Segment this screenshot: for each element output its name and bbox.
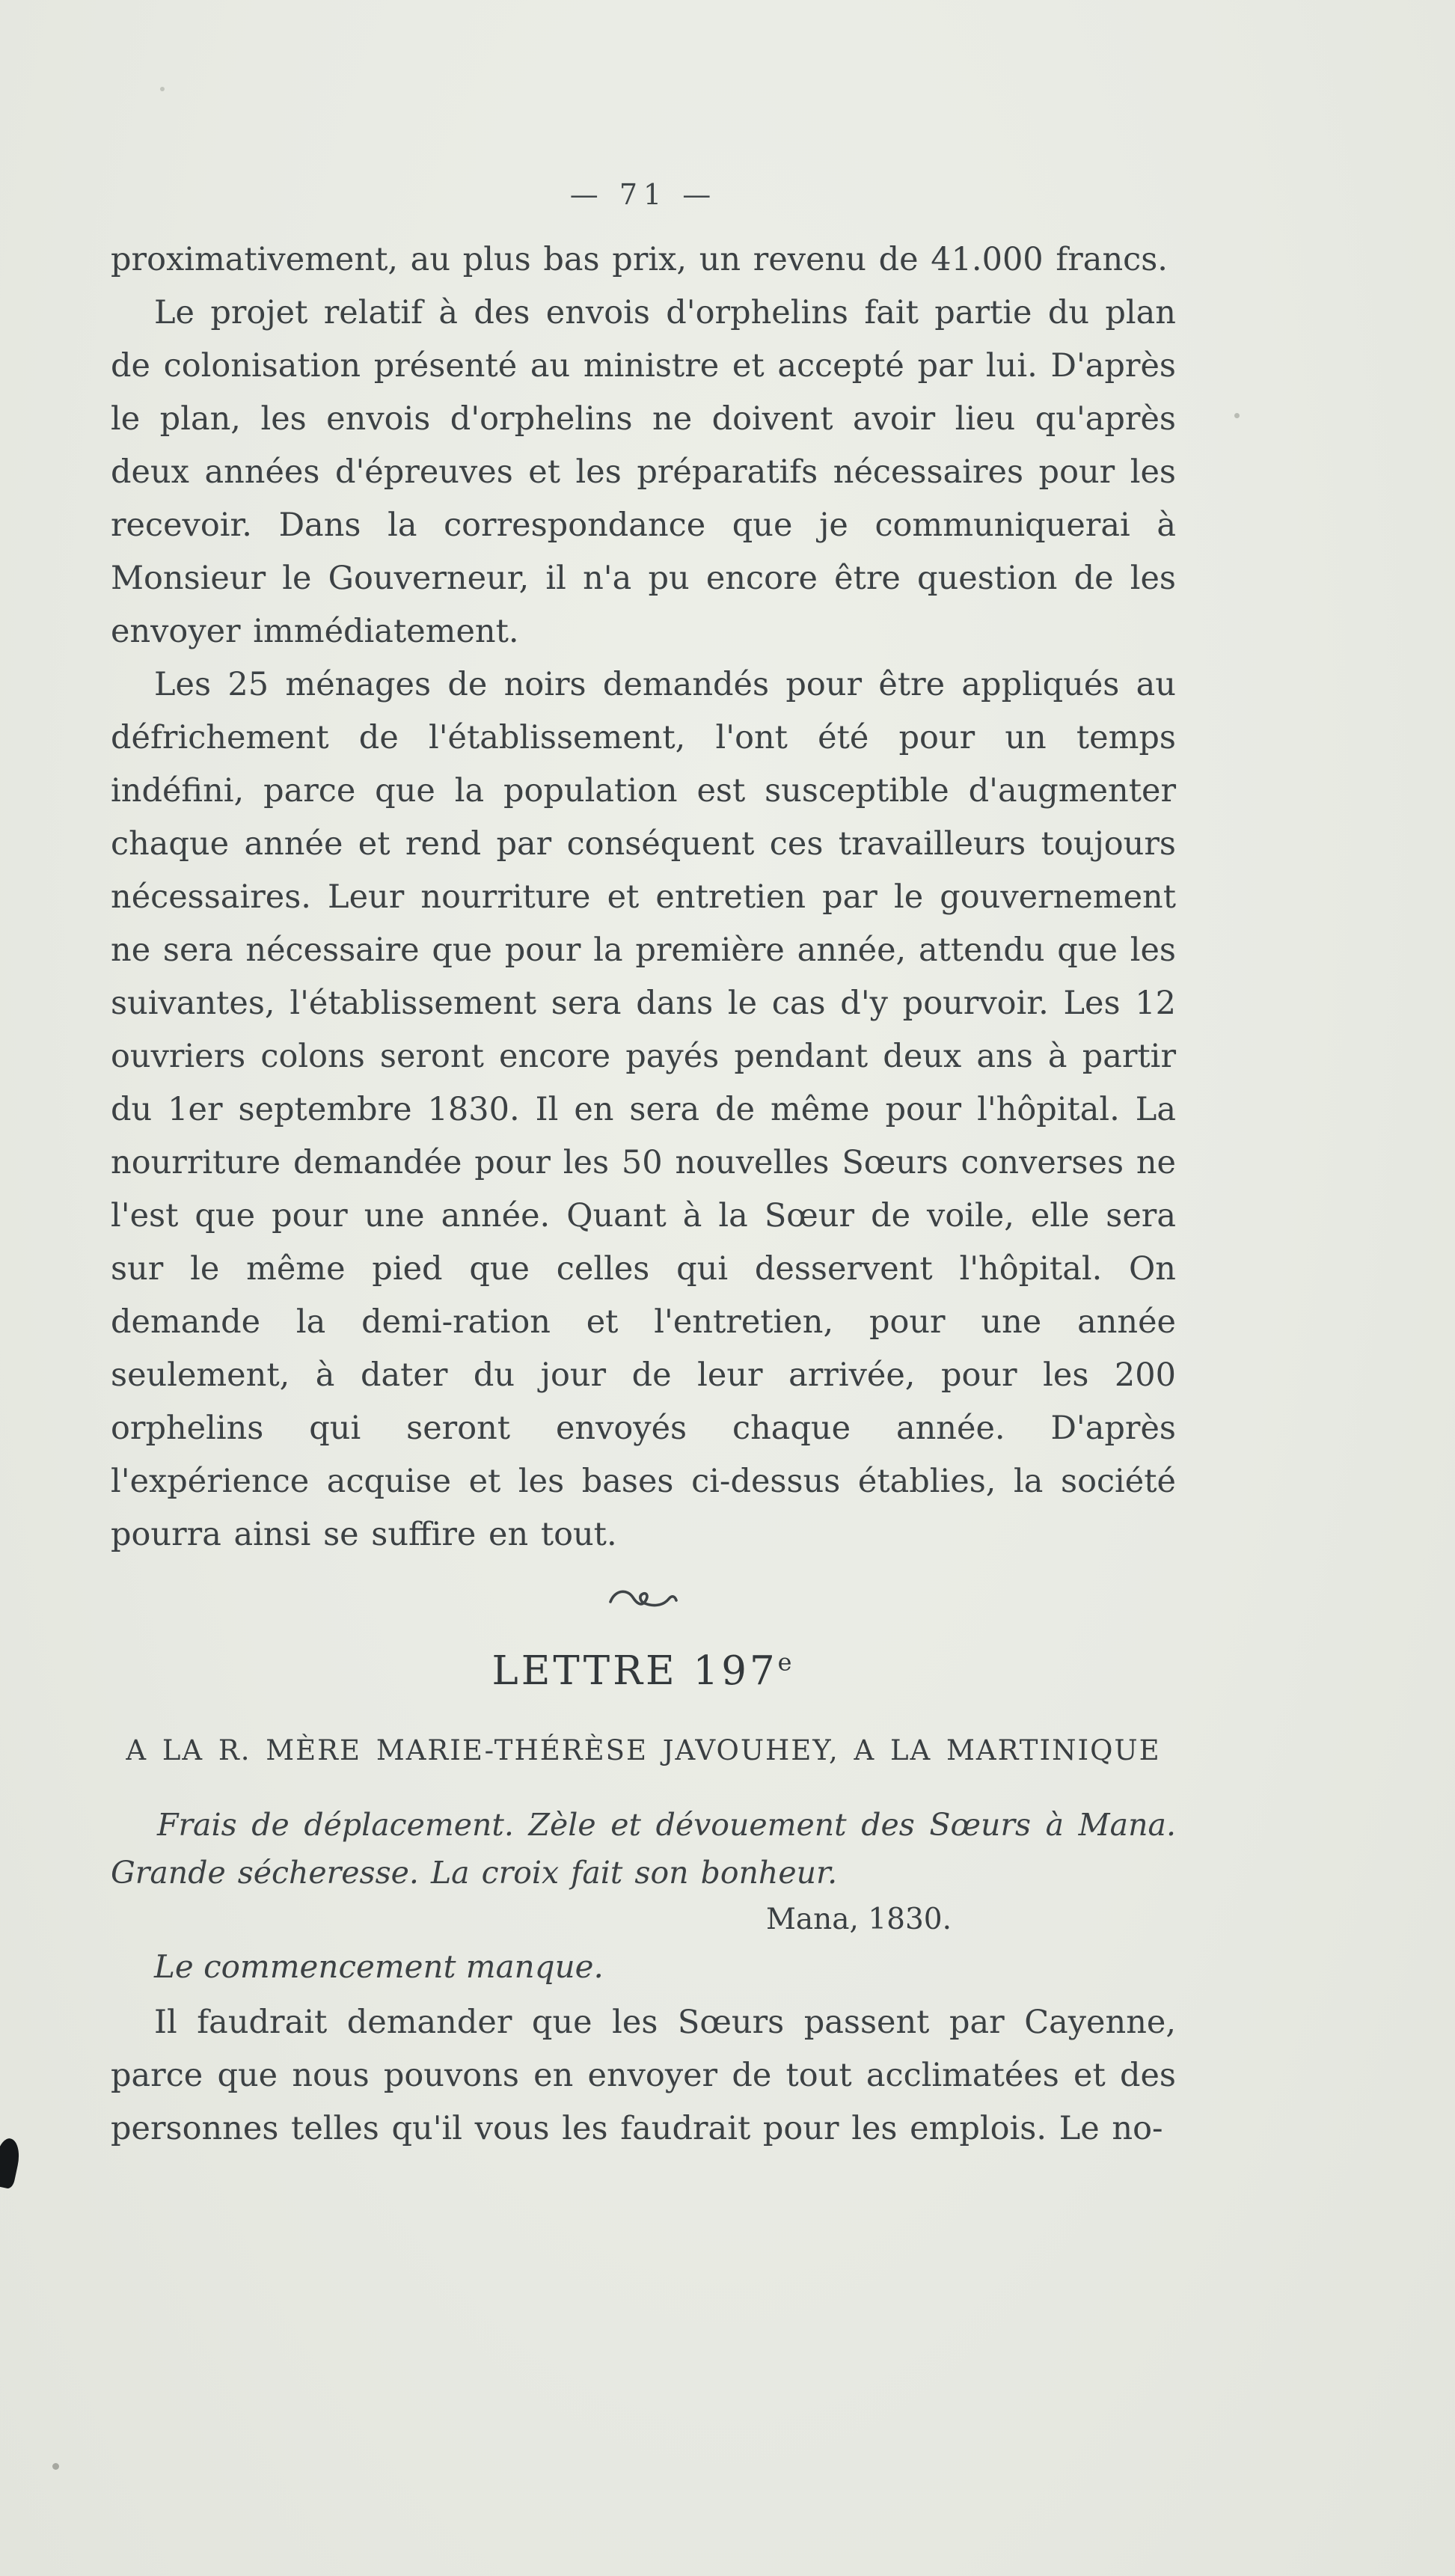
text-block <box>111 0 1176 2156</box>
paragraph: Le projet relatif à des envois d'orphelins fait partie du plan de colonisation présenté au ministre et accepté par lui. D'après le plan, les envois d'orphelins ne doivent avoir lieu qu'après deux années d'épreuves et les préparatifs nécessaires pour les recevoir. Dans la correspondance que je communiquerai à Monsieur le Gouverneur, il n'a pu encore être question de les envoyer immédiatement. <box>111 294 1176 650</box>
letter-dateline: Mana, 1830. <box>766 1903 952 1936</box>
letter-title-ordinal: e <box>777 1648 795 1677</box>
paragraph: Les 25 ménages de noirs demandés pour être appliqués au défrichement de l'établissement, l'ont été pour un temps indéfini, parce que la population est susceptible d'augmenter chaque année et rend par conséquent ces travailleurs toujours nécessaires. Leur nourriture et entretien par le gouvernement ne sera nécessaire que pour la première année, attendu que les suivantes, l'établissement sera dans le cas d'y pourvoir. Les 12 ouvriers colons seront encore payés pendant deux ans à partir du 1er septembre 1830. Il en sera de même pour l'hôpital. La nourriture demandée pour les 50 nouvelles Sœurs converses ne l'est que pour une année. Quant à la Sœur de voile, elle sera sur le même pied que celles qui desservent l'hôpital. On demande la demi-ration et l'entretien, pour une année seulement, à dater du jour de leur arrivée, pour les 200 orphelins qui seront envoyés chaque année. D'après l'expérience acquise et les bases ci-dessus établies, la société pourra ainsi se suffire en tout. <box>111 666 1176 1553</box>
scan-artifact-speck <box>160 87 165 91</box>
letter-title <box>111 1648 1176 1694</box>
flourish-divider-icon <box>607 1606 679 1620</box>
letter-summary: Frais de déplacement. Zèle et dévouement des Sœurs à Mana. Grande sécheresse. La croix fait son bonheur. <box>111 1807 1176 1891</box>
letter-paragraph: Il faudrait demander que les Sœurs passent par Cayenne, parce que nous pouvons en envoyer de tout acclimatées et des personnes telles qu'il vous les faudrait pour les emplois. Le no- <box>111 2004 1176 2147</box>
letter-opening-line: Le commencement manque. <box>154 1948 604 1985</box>
scan-artifact-ink-blot <box>0 2137 23 2190</box>
page-number: — 71 — <box>569 178 717 211</box>
section-divider <box>111 1584 1176 1620</box>
letter-recipient: A LA R. MÈRE MARIE-THÉRÈSE JAVOUHEY, A LA MARTINIQUE <box>126 1734 1161 1766</box>
paragraph-continuation: proximativement, au plus bas prix, un revenu de 41.000 francs. <box>111 241 1168 278</box>
scan-artifact-speck <box>1234 413 1240 418</box>
letter-title-text: LETTRE 197 <box>491 1648 778 1694</box>
scan-artifact-speck <box>52 2463 59 2470</box>
